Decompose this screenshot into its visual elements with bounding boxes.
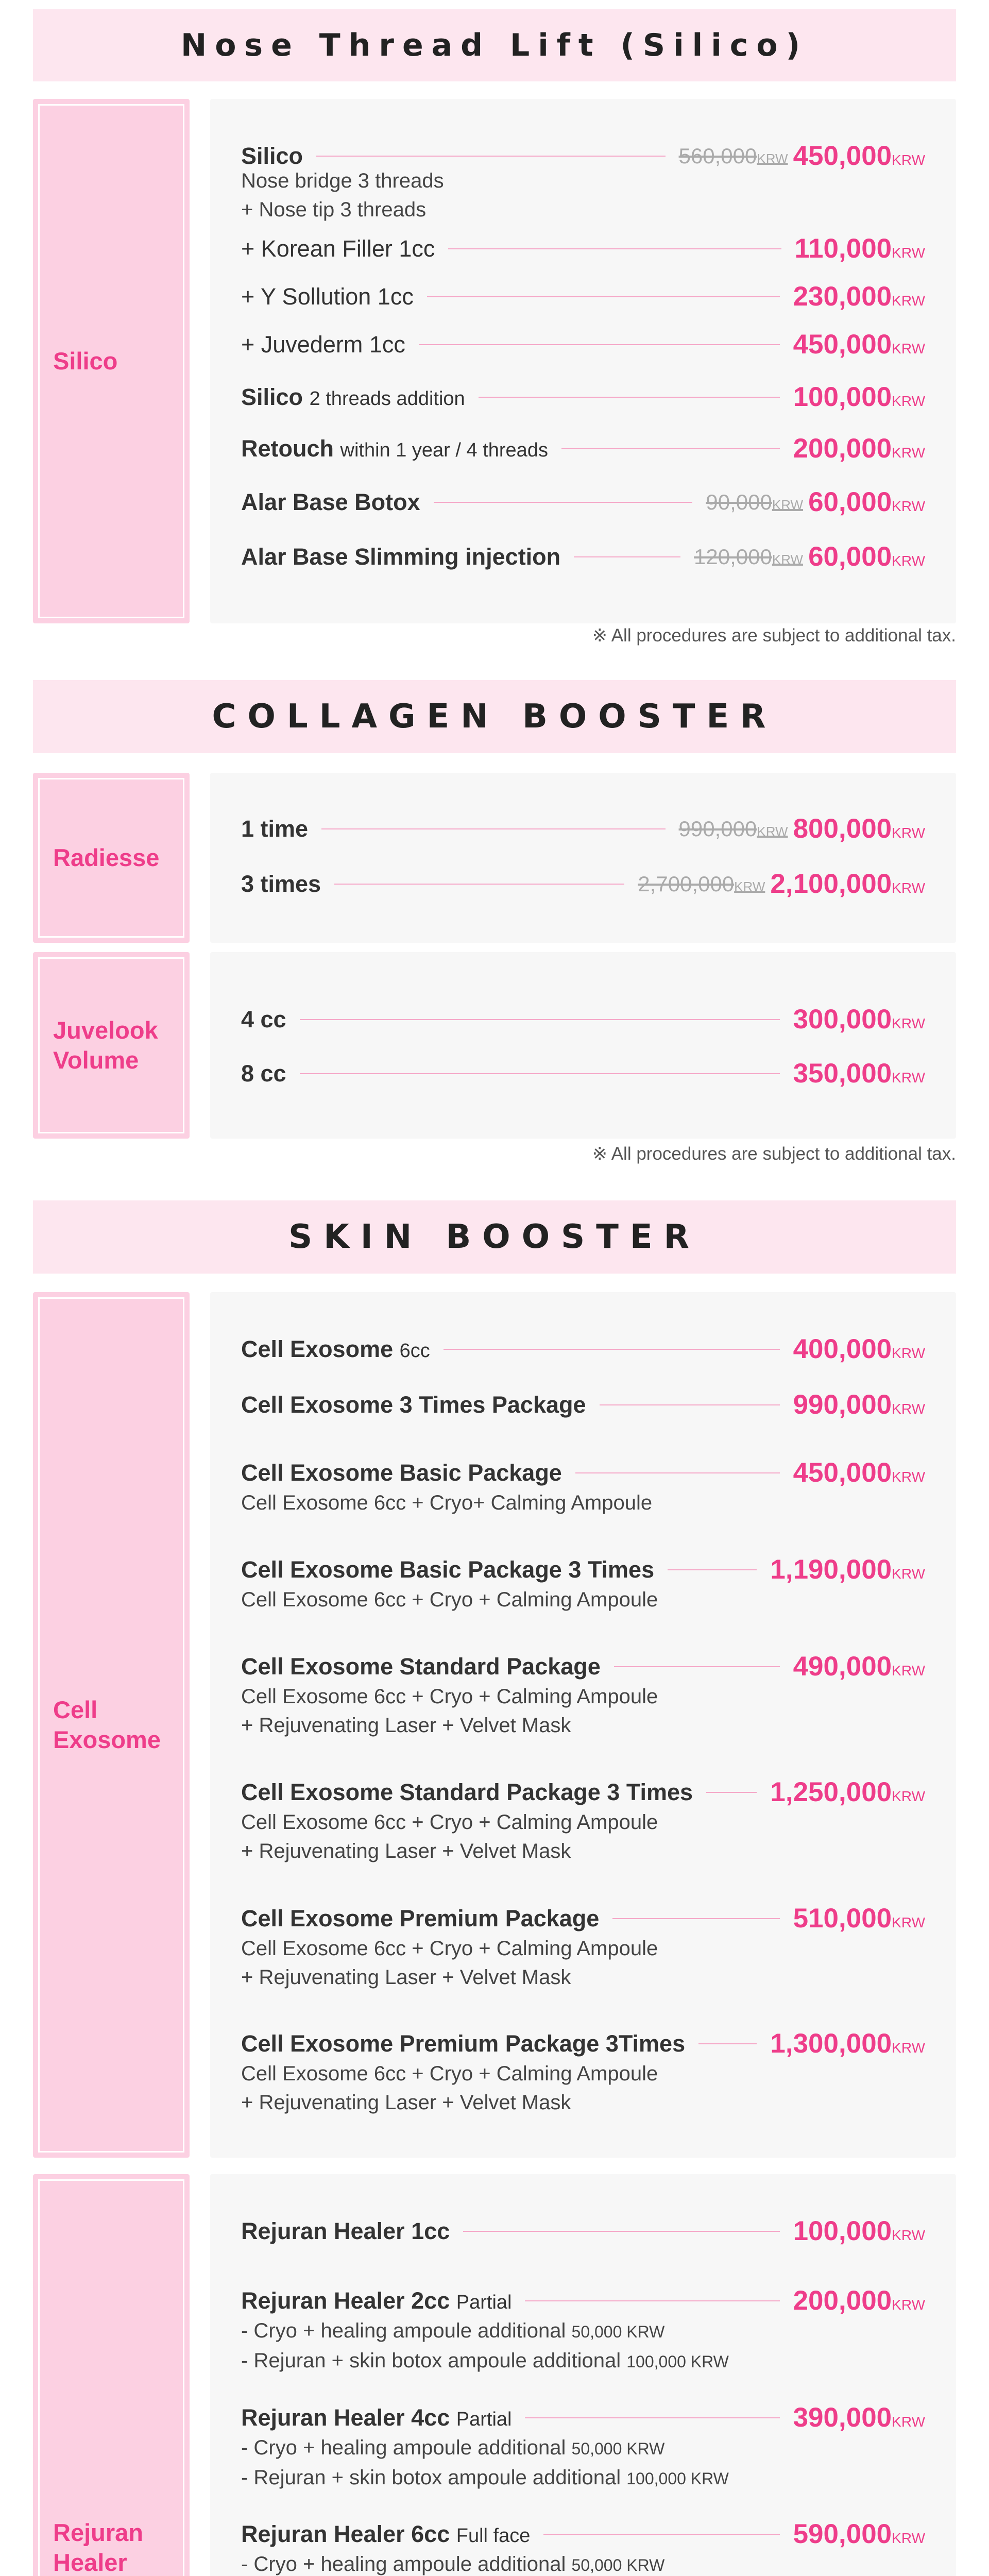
leader-line <box>600 1404 780 1405</box>
item-detail: Cell Exosome 6cc + Cryo + Calming Ampoule <box>241 2062 658 2085</box>
item-detail: - Rejuran + skin botox ampoule additional 100,000 KRW <box>241 2349 729 2372</box>
original-price: 990,000KRW <box>678 816 788 841</box>
item-detail: Cell Exosome 6cc + Cryo + Calming Ampoule <box>241 1937 658 1960</box>
category-label: Juvelook Volume <box>53 1016 158 1074</box>
item-name: Cell Exosome Basic Package 3 Times <box>241 1556 655 1583</box>
category-label: Rejuran Healer <box>53 2519 143 2576</box>
item-name: 4 cc <box>241 1006 286 1032</box>
item-name: + Y Sollution 1cc <box>241 283 414 310</box>
leader-line <box>543 2534 779 2535</box>
item-detail: Cell Exosome 6cc + Cryo + Calming Ampoule <box>241 1588 658 1611</box>
section-header-collagen <box>33 680 956 753</box>
price-item <box>241 1457 925 1517</box>
sale-price: 100,000KRW <box>793 382 925 412</box>
sale-price: 200,000KRW <box>793 2285 925 2316</box>
sale-price: 450,000KRW <box>793 329 925 360</box>
item-name: Silico <box>241 383 303 410</box>
leader-line <box>419 344 780 345</box>
item-name: Cell Exosome Standard Package <box>241 1653 601 1680</box>
sale-price: 1,250,000KRW <box>770 1777 925 1807</box>
item-name: 8 cc <box>241 1060 286 1087</box>
sale-price: 990,000KRW <box>793 1389 925 1420</box>
leader-line <box>561 448 780 449</box>
item-detail: + Rejuvenating Laser + Velvet Mask <box>241 1714 571 1737</box>
sale-price: 2,100,000KRW <box>770 869 925 899</box>
item-name: Rejuran Healer 6cc <box>241 2520 450 2547</box>
price-item <box>241 1004 925 1035</box>
leader-line <box>479 397 780 398</box>
price-item <box>241 541 925 572</box>
section-title: Nose Thread Lift (Silico) <box>181 27 808 63</box>
sale-price: 200,000KRW <box>793 433 925 464</box>
leader-line <box>316 156 666 157</box>
sale-price: 450,000KRW <box>793 141 925 171</box>
sale-price: 230,000KRW <box>793 281 925 312</box>
price-item <box>241 1389 925 1420</box>
item-name: Rejuran Healer 1cc <box>241 2217 450 2244</box>
tax-note: ※ All procedures are subject to additional tax. <box>592 1144 956 1164</box>
item-detail: - Cryo + healing ampoule additional 50,000 KRW <box>241 2553 665 2575</box>
item-name: Cell Exosome <box>241 1335 394 1362</box>
item-name: Alar Base Slimming injection <box>241 543 561 570</box>
leader-line <box>444 1349 780 1350</box>
leader-line <box>448 248 781 249</box>
item-detail: + Rejuvenating Laser + Velvet Mask <box>241 1840 571 1862</box>
category-rejuran-healer <box>33 2174 190 2576</box>
price-panel-radiesse <box>210 773 956 943</box>
leader-line <box>300 1073 780 1074</box>
item-name: Cell Exosome Premium Package <box>241 1905 600 1931</box>
category-silico <box>33 99 190 623</box>
leader-line <box>463 2231 779 2232</box>
item-detail: Cell Exosome 6cc + Cryo + Calming Ampoule <box>241 1685 658 1708</box>
item-detail: + Rejuvenating Laser + Velvet Mask <box>241 1966 571 1989</box>
sale-price: 1,190,000KRW <box>770 1554 925 1585</box>
leader-line <box>334 884 624 885</box>
price-item <box>241 1776 925 1866</box>
item-note: 2 threads addition <box>309 387 465 410</box>
leader-line <box>706 1792 757 1793</box>
price-item <box>241 1333 925 1365</box>
price-item <box>241 2028 925 2117</box>
leader-line <box>698 2043 757 2044</box>
price-item <box>241 2285 925 2376</box>
leader-line <box>574 556 680 557</box>
price-item <box>241 813 925 844</box>
item-name: 1 time <box>241 815 309 842</box>
category-label: Radiesse <box>53 844 160 871</box>
item-name: Rejuran Healer 4cc <box>241 2404 450 2431</box>
section-title: COLLAGEN BOOSTER <box>212 698 777 736</box>
item-detail: - Cryo + healing ampoule additional 50,000 KRW <box>241 2319 665 2342</box>
category-radiesse <box>33 773 190 943</box>
sale-price: 800,000KRW <box>793 814 925 844</box>
item-detail: Cell Exosome 6cc + Cryo + Calming Ampoule <box>241 1811 658 1834</box>
sale-price: 490,000KRW <box>793 1651 925 1682</box>
category-label: Silico <box>53 347 118 375</box>
item-name: 3 times <box>241 870 321 897</box>
item-name: + Juvederm 1cc <box>241 331 405 358</box>
sale-price: 350,000KRW <box>793 1058 925 1089</box>
price-item <box>241 329 925 360</box>
item-detail: - Rejuran + skin botox ampoule additional 100,000 KRW <box>241 2466 729 2489</box>
item-name: Alar Base Botox <box>241 488 420 515</box>
category-juvelook <box>33 952 190 1139</box>
original-price: 2,700,000KRW <box>638 871 765 896</box>
item-name: Silico <box>241 142 303 169</box>
price-item <box>241 486 925 518</box>
price-item <box>241 2215 925 2247</box>
item-note: Partial <box>456 2408 512 2430</box>
leader-line <box>300 1019 780 1020</box>
leader-line <box>525 2300 779 2301</box>
price-panel-rejuran <box>210 2174 956 2576</box>
price-item <box>241 1903 925 1992</box>
item-detail: Cell Exosome 6cc + Cryo+ Calming Ampoule <box>241 1492 653 1514</box>
original-price: 90,000KRW <box>706 489 804 514</box>
item-detail: + Nose tip 3 threads <box>241 198 427 221</box>
price-item <box>241 381 925 413</box>
original-price: 560,000KRW <box>678 143 788 168</box>
section-header-skin <box>33 1200 956 1274</box>
leader-line <box>612 1918 779 1919</box>
price-item <box>241 1554 925 1614</box>
leader-line <box>668 1569 757 1570</box>
sale-price: 1,300,000KRW <box>770 2028 925 2059</box>
sale-price: 390,000KRW <box>793 2402 925 2433</box>
item-note: Full face <box>456 2524 531 2547</box>
leader-line <box>614 1666 780 1667</box>
price-panel-cell-exosome <box>210 1292 956 2158</box>
price-item <box>241 1651 925 1740</box>
item-name: Cell Exosome Standard Package 3 Times <box>241 1778 693 1805</box>
section-title: SKIN BOOSTER <box>288 1218 701 1256</box>
price-item <box>241 868 925 900</box>
sale-price: 60,000KRW <box>808 541 925 572</box>
item-name: Cell Exosome 3 Times Package <box>241 1391 586 1418</box>
leader-line <box>525 2417 779 2418</box>
sale-price: 450,000KRW <box>793 1458 925 1488</box>
item-detail: + Rejuvenating Laser + Velvet Mask <box>241 2091 571 2114</box>
tax-note: ※ All procedures are subject to additional tax. <box>592 625 956 646</box>
leader-line <box>434 502 693 503</box>
price-panel-silico <box>210 99 956 623</box>
leader-line <box>321 828 665 829</box>
sale-price: 300,000KRW <box>793 1004 925 1035</box>
item-note: Partial <box>456 2291 512 2313</box>
price-item <box>241 2518 925 2576</box>
category-cell-exosome <box>33 1292 190 2158</box>
price-item <box>241 433 925 464</box>
sale-price: 400,000KRW <box>793 1334 925 1364</box>
price-item <box>241 233 925 264</box>
price-item <box>241 1058 925 1089</box>
item-note: 6cc <box>399 1340 430 1362</box>
category-label: Cell Exosome <box>53 1696 161 1753</box>
sale-price: 110,000KRW <box>794 233 925 264</box>
item-detail: - Cryo + healing ampoule additional 50,000 KRW <box>241 2436 665 2459</box>
item-name: Retouch <box>241 435 334 462</box>
item-detail: Nose bridge 3 threads <box>241 170 444 192</box>
sale-price: 60,000KRW <box>808 487 925 517</box>
leader-line <box>575 1472 780 1473</box>
original-price: 120,000KRW <box>694 544 804 569</box>
sale-price: 100,000KRW <box>793 2216 925 2246</box>
item-name: Rejuran Healer 2cc <box>241 2287 450 2314</box>
item-name: Cell Exosome Basic Package <box>241 1459 562 1486</box>
price-item <box>241 140 925 224</box>
price-item <box>241 281 925 312</box>
leader-line <box>427 296 780 297</box>
item-note: within 1 year / 4 threads <box>340 439 548 461</box>
price-item <box>241 2402 925 2493</box>
section-header-nose <box>33 9 956 81</box>
item-name: + Korean Filler 1cc <box>241 235 435 262</box>
sale-price: 590,000KRW <box>793 2519 925 2549</box>
price-panel-juvelook <box>210 952 956 1139</box>
item-name: Cell Exosome Premium Package 3Times <box>241 2030 686 2057</box>
sale-price: 510,000KRW <box>793 1903 925 1934</box>
